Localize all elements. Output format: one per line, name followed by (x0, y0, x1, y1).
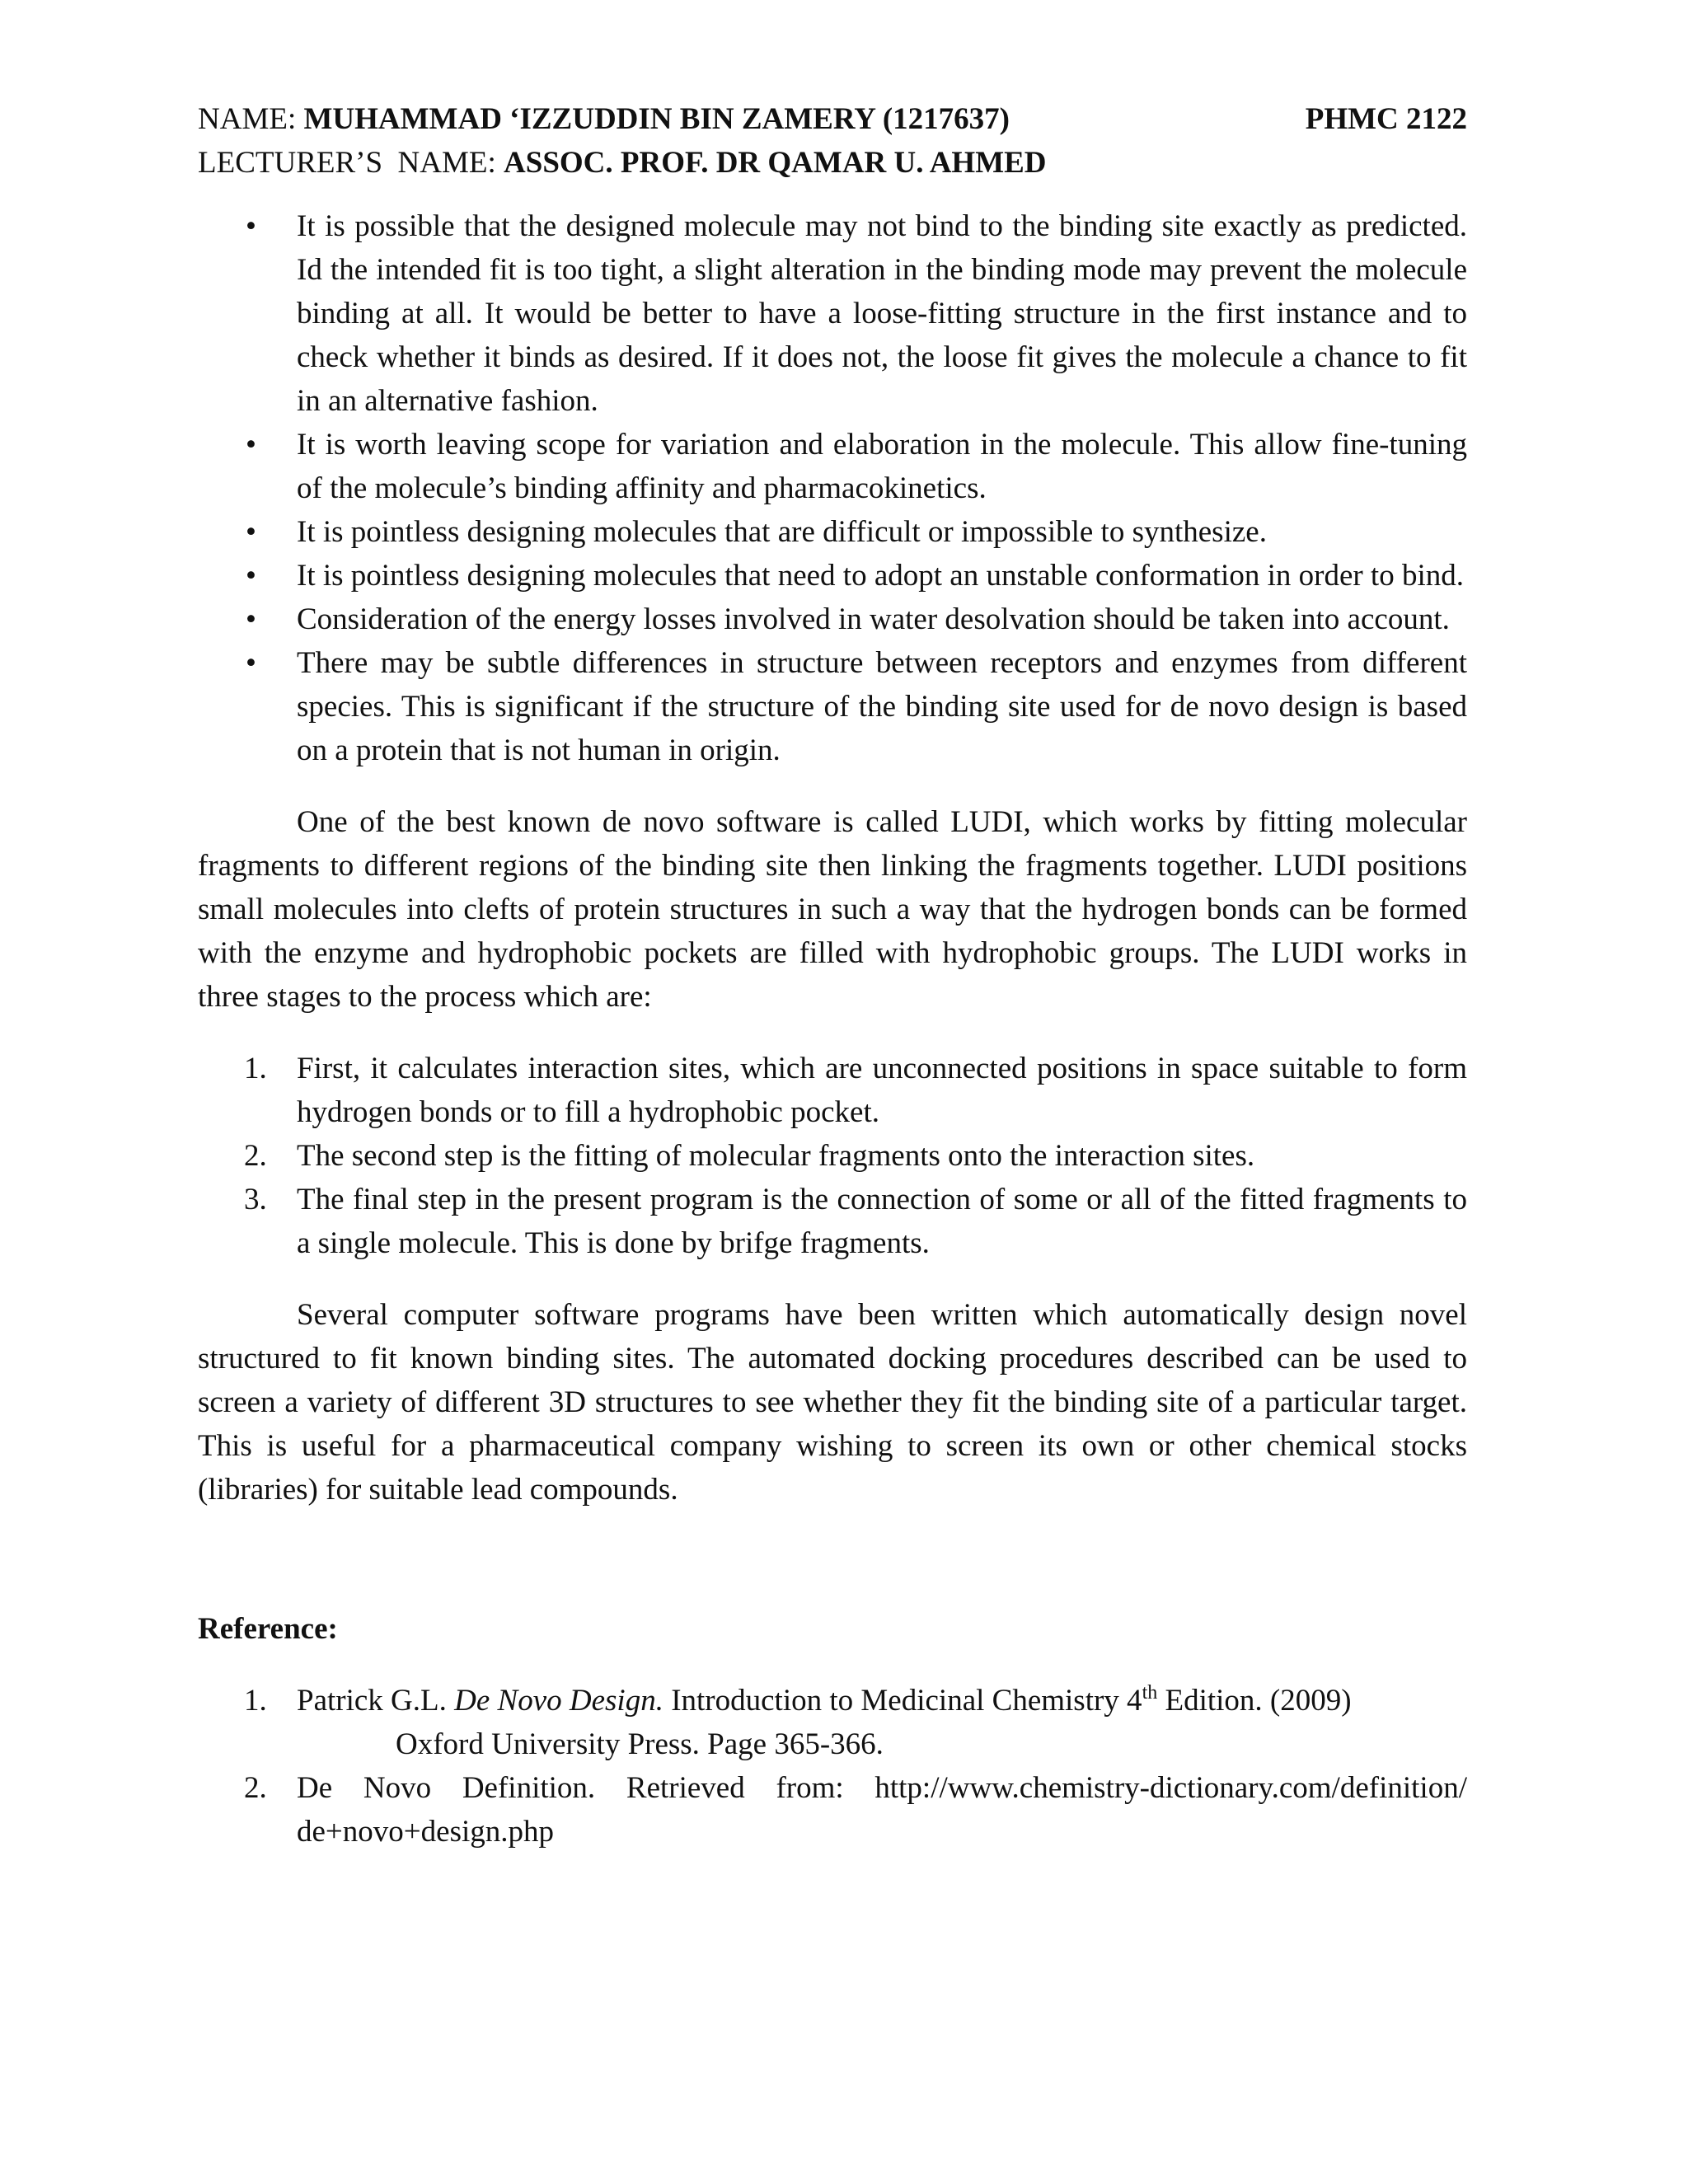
list-item: 1. First, it calculates interaction sites, which are unconnected positions in space suitable to form hydrogen bonds or to fill a hydrophobic pocket. (198, 1047, 1467, 1134)
list-item: • There may be subtle differences in structure between receptors and enzymes from different species. This is significant if the structure of the binding site used for de novo design is based on a protein that is not human in origin. (198, 641, 1467, 772)
student-name: MUHAMMAD ‘IZZUDDIN BIN ZAMERY (1217637) (303, 102, 1010, 136)
step-number: 1. (244, 1052, 267, 1085)
reference-url[interactable]: http://www.chemistry-dictionary.com/definition/ (874, 1771, 1467, 1805)
bullet-icon: • (246, 428, 256, 462)
name-label: NAME: (198, 102, 297, 136)
list-item: 3. The final step in the present program is the connection of some or all of the fitted fragments to a single molecule. This is done by brifge fragments. (198, 1178, 1467, 1265)
bullet-icon: • (246, 646, 256, 680)
step-number: 3. (244, 1183, 267, 1216)
document-page (198, 97, 1467, 1854)
ludi-paragraph: One of the best known de novo software is called LUDI, which works by fitting molecular fragments to different regions of the binding site then linking the fragments together. LUDI positions small molecules into clefts of protein structures in such a way that the hydrogen bonds can be formed with the enzyme and hydrophobic pockets are filled with hydrophobic groups. The LUDI works in three stages to the process which are: (198, 805, 1467, 1014)
header-name-line (198, 97, 1467, 141)
list-item: • It is possible that the designed molecule may not bind to the binding site exactly as predicted. Id the intended fit is too tight, a slight alteration in the binding mode may prevent the molecule binding at all. It would be better to have a loose-fitting structure in the first instance and to check whether it binds as desired. If it does not, the loose fit gives the molecule a chance to fit in an alternative fashion. (198, 204, 1467, 423)
bullet-icon: • (246, 559, 256, 593)
reference-item: 1. Patrick G.L. De Novo Design. Introduction to Medicinal Chemistry 4th Edition. (2009) Oxford University Press. Page 365-366. (198, 1679, 1467, 1766)
reference-title: De Novo Design. (454, 1684, 663, 1718)
reference-number: 2. (244, 1771, 267, 1805)
lecturer-label: LECTURER’S NAME: (198, 146, 496, 180)
list-item: • It is worth leaving scope for variation and elaboration in the molecule. This allow fine-tuning of the molecule’s binding affinity and pharmacokinetics. (198, 423, 1467, 510)
bullet-icon: • (246, 515, 256, 549)
reference-heading: Reference: (198, 1612, 338, 1646)
header-lecturer-line (198, 141, 1467, 185)
ludi-steps-list (198, 1047, 1467, 1265)
design-considerations-list (198, 204, 1467, 772)
list-item: 2. The second step is the fitting of molecular fragments onto the interaction sites. (198, 1134, 1467, 1178)
course-code: PHMC 2122 (1305, 102, 1467, 136)
list-item: • It is pointless designing molecules that are difficult or impossible to synthesize. (198, 510, 1467, 554)
lecturer-name: ASSOC. PROF. DR QAMAR U. AHMED (504, 146, 1047, 180)
list-item: • It is pointless designing molecules that need to adopt an unstable conformation in order to bind. (198, 554, 1467, 598)
reference-number: 1. (244, 1684, 267, 1718)
step-number: 2. (244, 1139, 267, 1173)
reference-list (198, 1679, 1467, 1854)
bullet-icon: • (246, 602, 256, 636)
reference-item: 2. De Novo Definition. Retrieved from: http://www.chemistry-dictionary.com/definition/ de+novo+design.php (198, 1766, 1467, 1854)
list-item: • Consideration of the energy losses involved in water desolvation should be taken into account. (198, 598, 1467, 641)
reference-url-continued[interactable]: de+novo+design.php (297, 1815, 555, 1849)
bullet-icon: • (246, 209, 256, 243)
software-paragraph: Several computer software programs have been written which automatically design novel structured to fit known binding sites. The automated docking procedures described can be used to screen a variety of different 3D structures to see whether they fit the binding site of a particular target. This is useful for a pharmaceutical company wishing to screen its own or other chemical stocks (libraries) for suitable lead compounds. (198, 1298, 1467, 1507)
